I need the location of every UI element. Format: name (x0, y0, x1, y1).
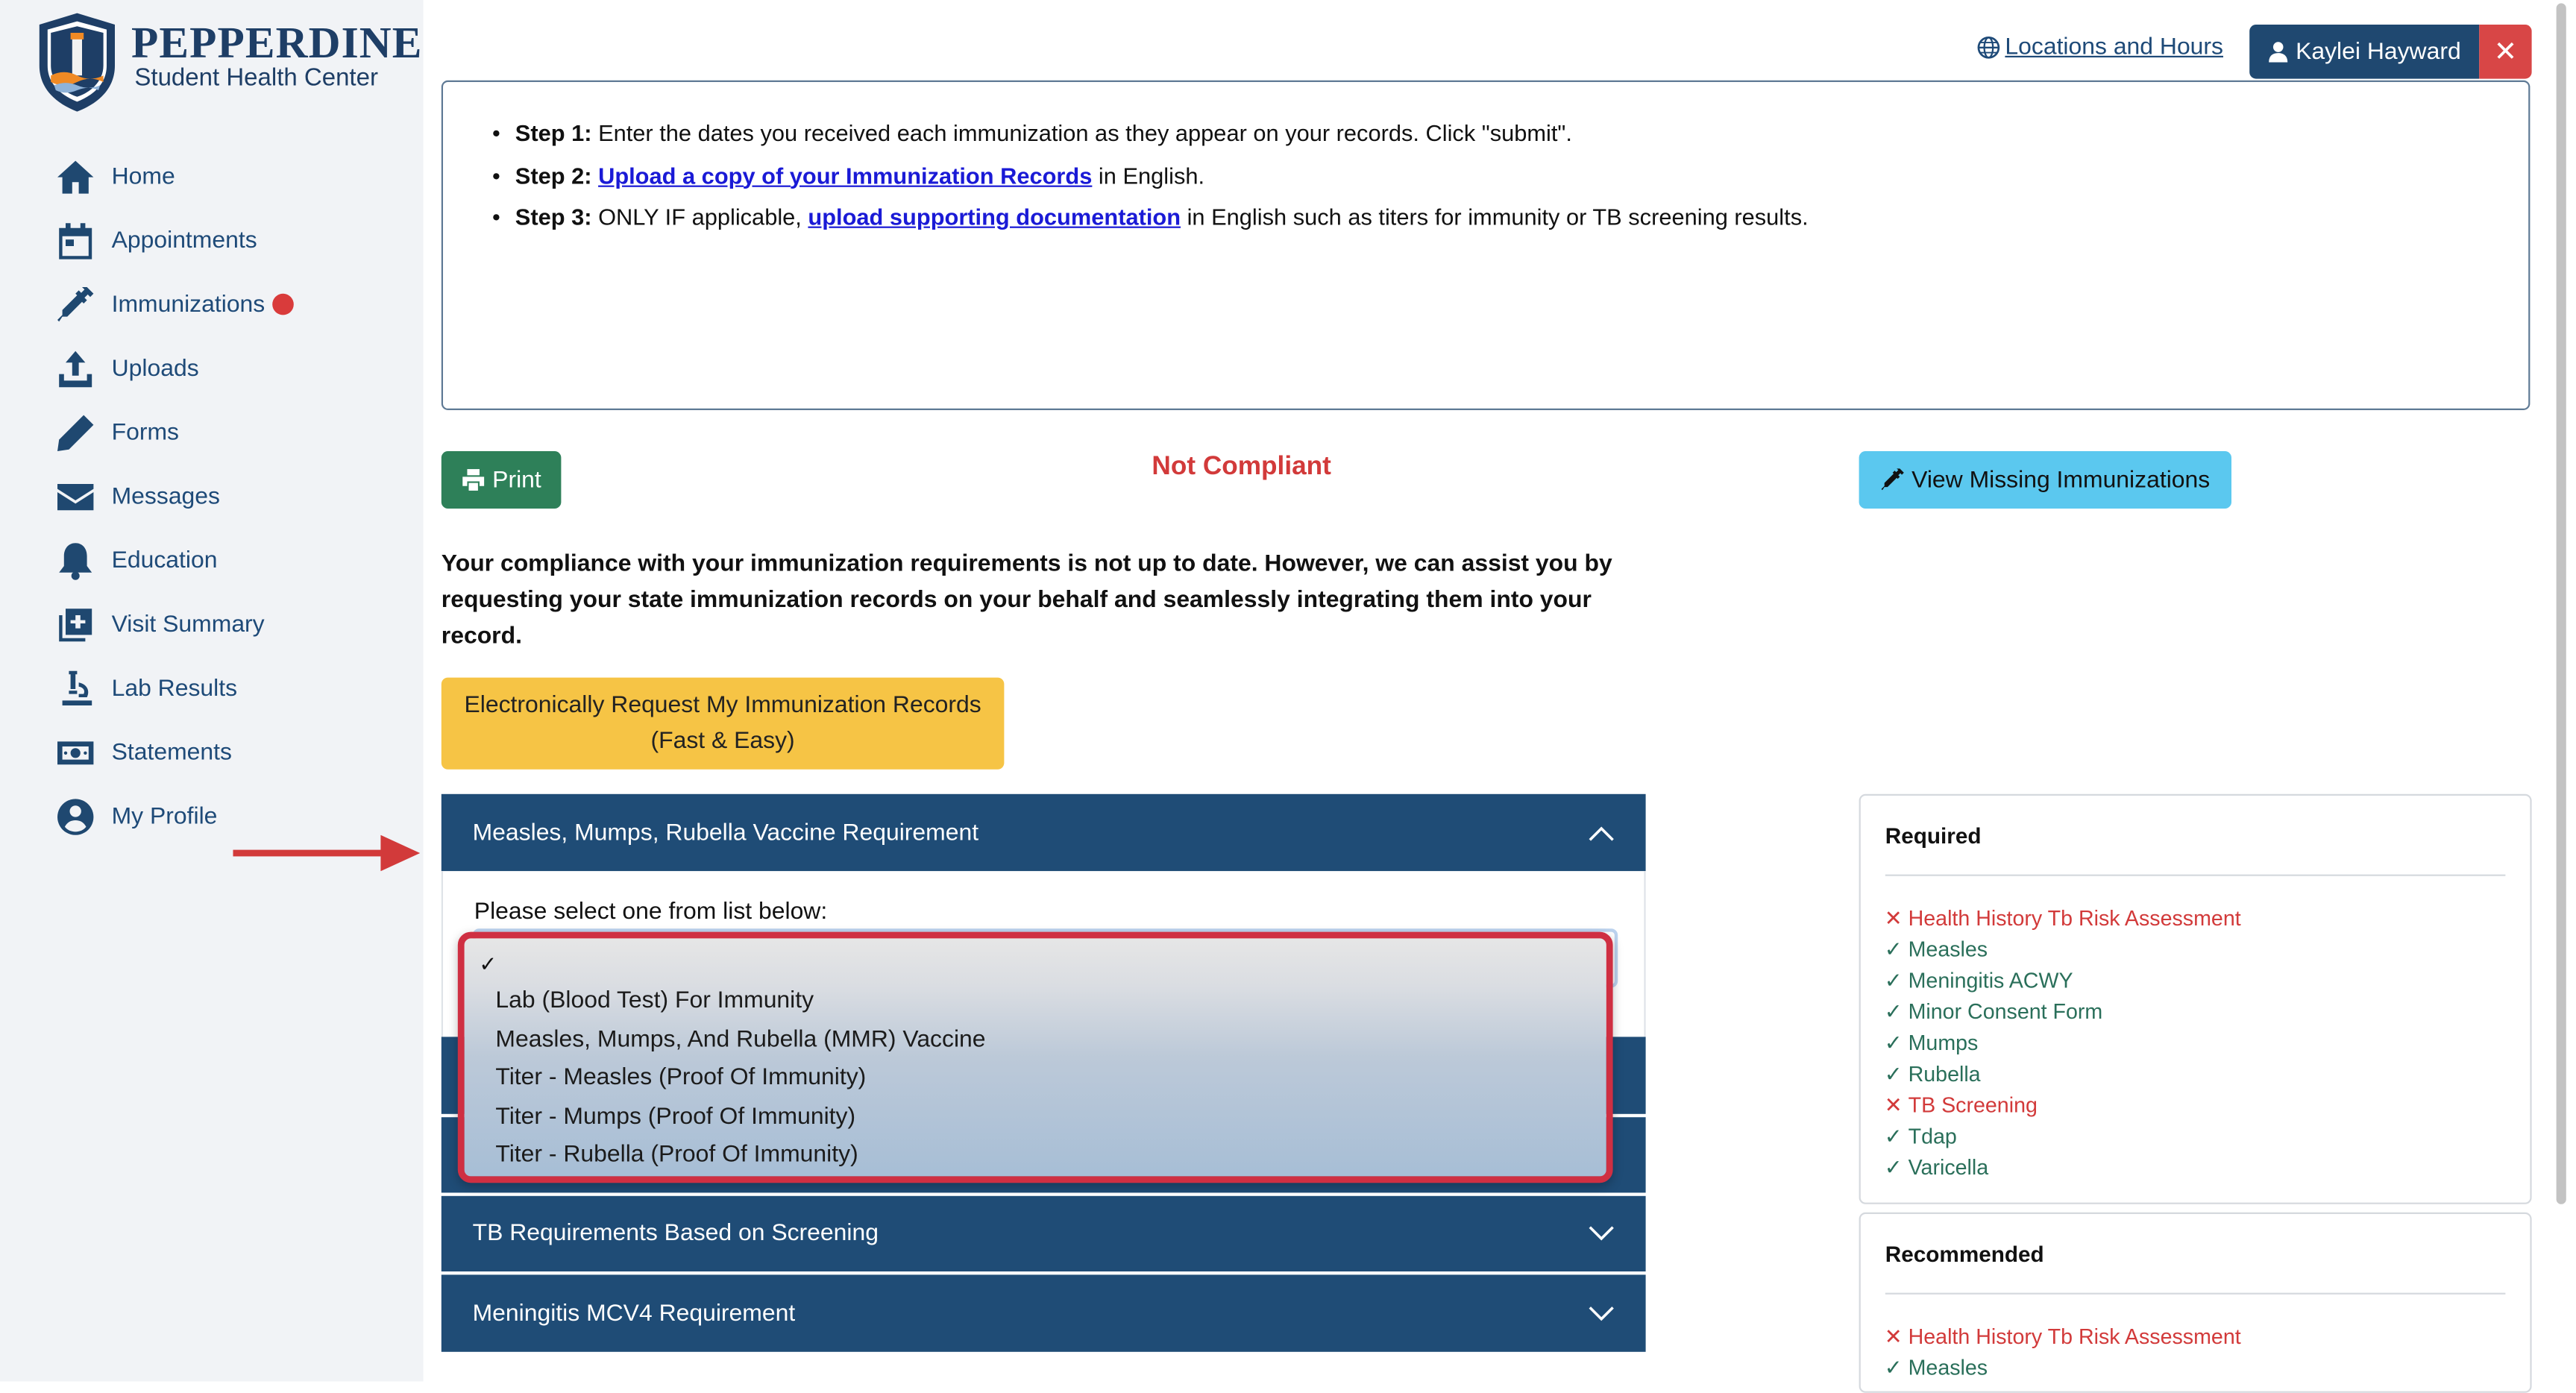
vaccine-type-dropdown-list (458, 932, 1613, 1183)
sidebar-item-label: Uploads (111, 355, 199, 382)
envelope-icon (56, 477, 95, 516)
sidebar-item-label: My Profile (111, 802, 218, 830)
check-icon: ✓ (1884, 1355, 1903, 1380)
recommended-panel (1859, 1213, 2532, 1393)
medical-file-icon (56, 605, 95, 644)
bell-icon (56, 541, 95, 580)
calendar-icon (56, 221, 95, 260)
dropdown-option-titer-measles[interactable]: Titer - Measles (Proof Of Immunity) (495, 1064, 867, 1091)
recommended-list (1884, 1321, 2241, 1383)
user-circle-icon (56, 796, 95, 836)
check-icon: ✓ (1884, 999, 1903, 1024)
user-menu-button[interactable] (2249, 25, 2479, 79)
check-icon: ✓ (1884, 968, 1903, 993)
requirement-item (1884, 1352, 2241, 1383)
sidebar-item-label: Appointments (111, 227, 257, 254)
sidebar-nav (56, 145, 295, 849)
required-list (1884, 902, 2241, 1183)
sidebar-item-lab-results[interactable] (56, 656, 295, 720)
upload-records-link[interactable]: Upload a copy of your Immunization Records (598, 161, 1093, 188)
microscope-icon (56, 669, 95, 708)
sidebar-item-label: Immunizations (111, 291, 266, 318)
dropdown-option-lab-blood-test[interactable]: Lab (Blood Test) For Immunity (495, 987, 814, 1014)
requirement-item (1884, 965, 2241, 996)
view-missing-immunizations-button[interactable]: View Missing Immunizations (1859, 451, 2231, 509)
requirement-item (1884, 1058, 2241, 1089)
requirement-label: Rubella (1908, 1061, 1981, 1087)
sidebar-item-visit-summary[interactable] (56, 592, 295, 656)
check-icon: ✓ (1884, 1124, 1903, 1148)
chevron-down-icon (1589, 1305, 1615, 1321)
locations-and-hours-link[interactable] (1977, 34, 2223, 60)
printer-icon (461, 468, 486, 492)
upload-icon (56, 349, 95, 389)
requirement-item (1884, 1321, 2241, 1352)
requirement-label: TB Screening (1908, 1092, 2038, 1118)
x-icon: ✕ (1884, 905, 1903, 931)
instructions-panel (442, 81, 2531, 410)
sidebar-item-appointments[interactable] (56, 208, 295, 272)
divider (1885, 1293, 2506, 1295)
sidebar-item-label: Statements (111, 739, 232, 766)
shield-logo-icon (33, 10, 122, 115)
syringe-icon (56, 285, 95, 324)
divider (1885, 875, 2506, 876)
sidebar-item-label: Education (111, 547, 218, 573)
accordion-header-tb[interactable]: TB Requirements Based on Screening (442, 1196, 1646, 1271)
dropdown-option-mmr-vaccine[interactable]: Measles, Mumps, And Rubella (MMR) Vaccine (495, 1027, 986, 1054)
check-icon: ✓ (1884, 1154, 1903, 1180)
dropdown-option-titer-rubella[interactable]: Titer - Rubella (Proof Of Immunity) (495, 1142, 858, 1169)
requirement-label: Tdap (1908, 1124, 1957, 1148)
check-icon: ✓ (1884, 1030, 1903, 1055)
sidebar-item-education[interactable] (56, 528, 295, 592)
x-icon: ✕ (1884, 1324, 1903, 1349)
chevron-down-icon (1589, 1225, 1615, 1242)
requirement-item (1884, 1121, 2241, 1152)
step-1: • Step 1: Enter the dates you received each immunization as they appear on your records. Click "submit". (492, 113, 1809, 155)
requirement-label: Mumps (1908, 1030, 1979, 1055)
compliance-message: Your compliance with your immunization requirements is not up to date. However, we can assist you by requesting your state immunization records on your behalf and seamlessly integrating them into your record. (441, 551, 1612, 650)
required-panel (1859, 794, 2532, 1204)
requirement-item (1884, 1151, 2241, 1183)
user-name: Kaylei Hayward (2296, 38, 2461, 65)
requirement-label: Health History Tb Risk Assessment (1908, 905, 2241, 931)
select-prompt: Please select one from list below: (474, 899, 828, 925)
home-icon (56, 157, 95, 196)
sidebar-item-label: Lab Results (111, 675, 238, 702)
required-panel-title: Required (1885, 823, 1982, 849)
money-icon (56, 732, 95, 772)
syringe-icon (1880, 468, 1905, 492)
brand-logo[interactable] (33, 10, 423, 115)
locations-link-label: Locations and Hours (2005, 34, 2223, 61)
requirement-label: Minor Consent Form (1908, 999, 2103, 1024)
sidebar-item-forms[interactable] (56, 400, 295, 465)
sidebar-item-label: Home (111, 163, 175, 190)
requirement-label: Health History Tb Risk Assessment (1908, 1324, 2241, 1349)
requirement-label: Measles (1908, 1355, 1988, 1380)
pencil-icon (56, 412, 95, 452)
recommended-panel-title: Recommended (1885, 1242, 2044, 1267)
sidebar-item-label: Forms (111, 419, 180, 446)
requirement-label: Meningitis ACWY (1908, 968, 2073, 993)
compliance-status: Not Compliant (1152, 453, 1331, 481)
upload-supporting-docs-link[interactable]: upload supporting documentation (808, 203, 1181, 230)
request-immunization-records-button[interactable]: Electronically Request My Immunization Records (Fast & Easy) (442, 678, 1005, 770)
globe-icon (1977, 36, 2000, 59)
accordion-header-meningitis[interactable]: Meningitis MCV4 Requirement (442, 1274, 1646, 1351)
brand-subtitle: Student Health Center (134, 63, 378, 92)
sidebar-item-messages[interactable] (56, 465, 295, 529)
sidebar (0, 0, 424, 1381)
print-button[interactable]: Print (442, 451, 562, 509)
requirement-item (1884, 934, 2241, 965)
requirement-label: Measles (1908, 937, 1988, 962)
chevron-up-icon (1589, 825, 1615, 841)
scrollbar-thumb[interactable] (2557, 3, 2566, 1204)
step-3: • Step 3: ONLY IF applicable, upload supporting documentation in English such as titers for immunity or TB screening results. (492, 197, 1809, 239)
sidebar-item-home[interactable] (56, 145, 295, 209)
page-scrollbar[interactable] (2553, 0, 2569, 1207)
annotation-arrow-icon (233, 835, 420, 871)
sidebar-item-statements[interactable] (56, 720, 295, 784)
requirement-item (1884, 1027, 2241, 1058)
x-icon: ✕ (1884, 1092, 1903, 1118)
requirement-item (1884, 1089, 2241, 1121)
requirement-item (1884, 902, 2241, 934)
dropdown-option-titer-mumps[interactable]: Titer - Mumps (Proof Of Immunity) (495, 1104, 856, 1131)
check-icon: ✓ (1884, 1061, 1903, 1087)
check-icon: ✓ (1884, 937, 1903, 962)
sidebar-item-immunizations[interactable] (56, 272, 295, 336)
requirement-item (1884, 996, 2241, 1027)
logout-close-button[interactable]: ✕ (2479, 25, 2531, 79)
sidebar-item-label: Visit Summary (111, 611, 265, 638)
selected-checkmark: ✓ (479, 952, 497, 976)
step-2: • Step 2: Upload a copy of your Immunization Records in English. (492, 155, 1809, 197)
requirement-label: Varicella (1908, 1154, 1989, 1180)
alert-badge (273, 294, 295, 315)
user-icon (2268, 41, 2290, 63)
sidebar-item-uploads[interactable] (56, 336, 295, 400)
accordion-header-mmr[interactable]: Measles, Mumps, Rubella Vaccine Requirement (442, 794, 1646, 871)
brand-title: PEPPERDINE (131, 18, 423, 68)
sidebar-item-label: Messages (111, 482, 221, 510)
